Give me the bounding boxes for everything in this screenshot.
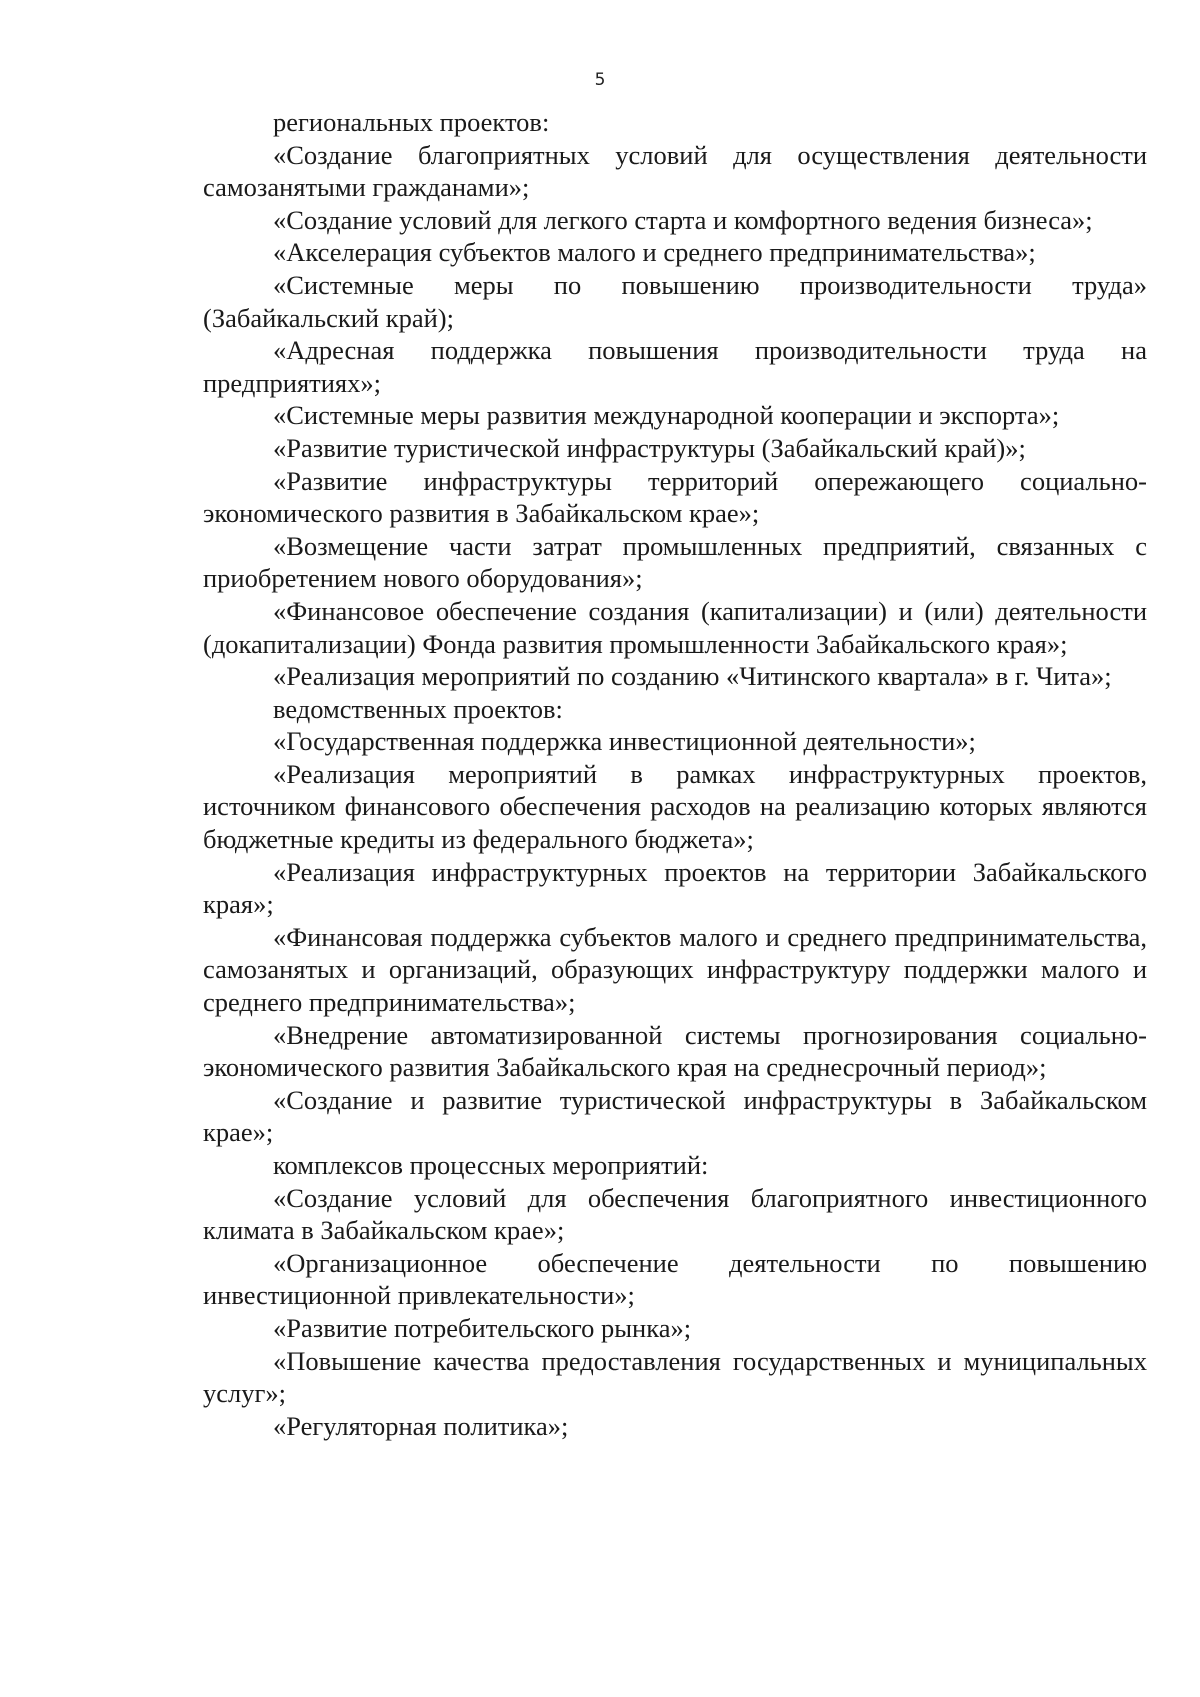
paragraph: региональных проектов: <box>273 107 550 137</box>
paragraph: «Создание условий для обеспечения благоприятного инвестиционного климата в Забайкальском крае»; <box>203 1182 1147 1246</box>
page-number: 5 <box>594 70 606 90</box>
paragraph: ведомственных проектов: <box>273 693 563 724</box>
paragraph: «Реализация мероприятий по созданию «Читинского квартала» в г. Чита»; <box>273 661 1112 692</box>
paragraph: «Государственная поддержка инвестиционной деятельности»; <box>273 726 976 757</box>
document-body <box>203 106 1147 1442</box>
paragraph: «Финансовое обеспечение создания (капитализации) и (или) деятельности (докапитализации) Фонда развития промышленности Забайкальского края»; <box>203 595 1147 659</box>
paragraph: «Финансовая поддержка субъектов малого и среднего предпринимательства, самозанятых и организаций, образующих инфраструктуру поддержки малого и среднего предпринимательства»; <box>203 921 1147 1018</box>
paragraph: «Развитие туристической инфраструктуры (Забайкальский край)»; <box>273 432 1026 463</box>
paragraph: «Реализация мероприятий в рамках инфраструктурных проектов, источником финансового обеспечения расходов на реализацию которых являются бюджетные кредиты из федерального бюджета»; <box>203 758 1147 855</box>
paragraph: «Регуляторная политика»; <box>273 1410 569 1441</box>
paragraph: «Системные меры по повышению производительности труда» (Забайкальский край); <box>203 269 1147 333</box>
paragraph: «Системные меры развития международной кооперации и экспорта»; <box>273 400 1060 431</box>
paragraph: «Создание и развитие туристической инфраструктуры в Забайкальском крае»; <box>203 1084 1147 1148</box>
paragraph: «Развитие инфраструктуры территорий опережающего социально-экономического развития в Забайкальском крае»; <box>203 465 1147 529</box>
paragraph: «Внедрение автоматизированной системы прогнозирования социально-экономического развития Забайкальского края на среднесрочный период»; <box>203 1019 1147 1083</box>
paragraph: «Повышение качества предоставления государственных и муниципальных услуг»; <box>203 1345 1147 1409</box>
paragraph: «Развитие потребительского рынка»; <box>273 1312 692 1343</box>
paragraph: «Организационное обеспечение деятельности по повышению инвестиционной привлекательности»; <box>203 1247 1147 1311</box>
paragraph: «Создание благоприятных условий для осуществления деятельности самозанятыми гражданами»; <box>203 139 1147 203</box>
paragraph: «Адресная поддержка повышения производительности труда на предприятиях»; <box>203 335 1147 398</box>
paragraph: «Акселерация субъектов малого и среднего предпринимательства»; <box>273 237 1036 268</box>
paragraph: «Реализация инфраструктурных проектов на территории Забайкальского края»; <box>203 856 1147 920</box>
paragraph: комплексов процессных мероприятий: <box>273 1150 709 1180</box>
paragraph: «Возмещение части затрат промышленных предприятий, связанных с приобретением нового оборудования»; <box>203 530 1147 594</box>
paragraph: «Создание условий для легкого старта и комфортного ведения бизнеса»; <box>273 204 1093 235</box>
